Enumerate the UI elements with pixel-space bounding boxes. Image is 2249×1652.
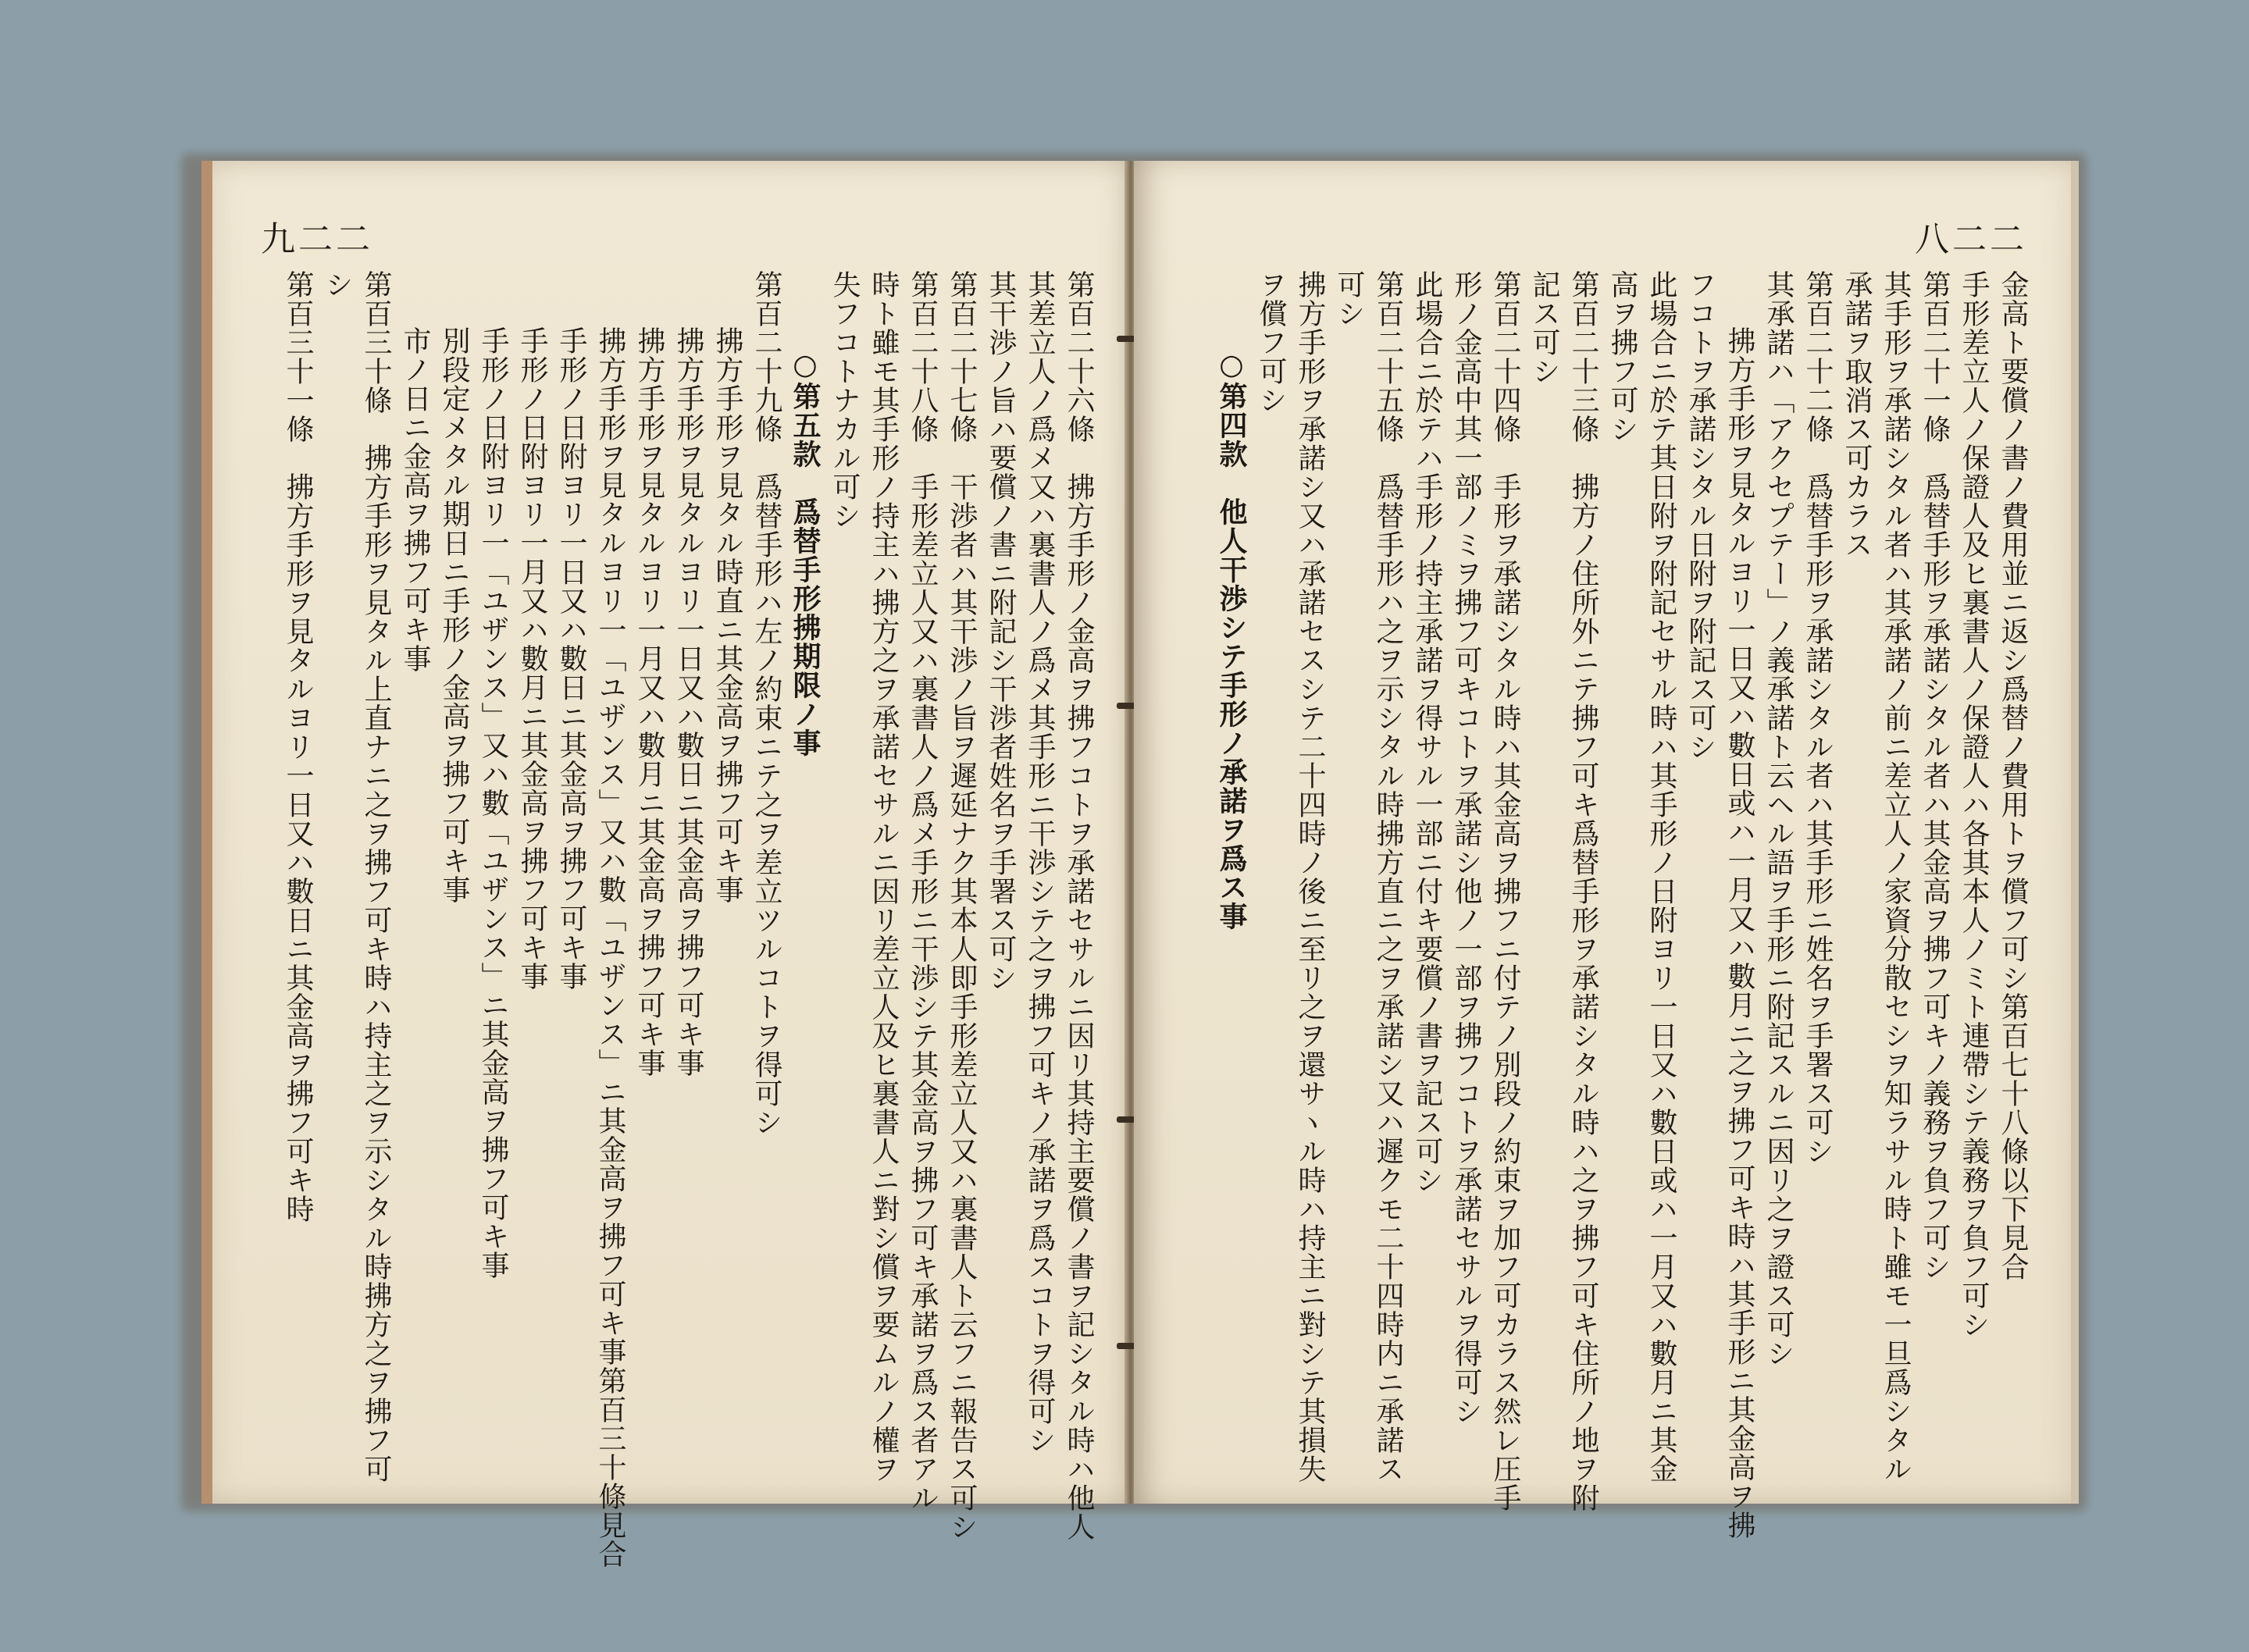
- text-line: 第百二十四條 手形ヲ承諾シタル時ハ其金高ヲ拂フニ付テノ別段ノ約束ヲ加フ可カラス然レ圧手: [1489, 270, 1521, 1512]
- text-line: 失フコトナカル可シ: [829, 270, 861, 530]
- text-line: 第百二十七條 干渉者ハ其干渉ノ旨ヲ遲延ナク其本人即手形差立人又ハ裏書人ト云フニ報告ス可シ: [946, 270, 978, 1541]
- text-line: 第百二十五條 爲替手形ハ之ヲ示シタル時拂方直ニ之ヲ承諾シ又ハ遲クモ二十四時内ニ承諾ス: [1372, 270, 1404, 1483]
- text-line: 金高ト要償ノ書ノ費用並ニ返シ爲替ノ費用トヲ償フ可シ第百七十八條以下見合: [1997, 270, 2029, 1281]
- text-line: 其干渉ノ旨ハ要償ノ書ニ附記シ干渉者姓名ヲ手署ス可シ: [985, 270, 1017, 992]
- text-line: 第百二十二條 爲替手形ヲ承諾シタル者ハ其手形ニ姓名ヲ手署ス可シ: [1802, 270, 1834, 1166]
- text-line: 第百三十一條 拂方手形ヲ見タルヨリ一日又ハ數日ニ其金高ヲ拂フ可キ時: [282, 270, 314, 1223]
- text-line: 第百三十條 拂方手形ヲ見タル上直ナニ之ヲ拂フ可キ時ハ持主之ヲ示シタル時拂方之ヲ拂フ可: [360, 270, 392, 1483]
- right-page-number: 八二二: [1915, 219, 2027, 259]
- text-line: 第百二十九條 爲替手形ハ左ノ約束ニテ之ヲ差立ツルコトヲ得可シ: [750, 270, 782, 1137]
- text-line: ○第五款 爲替手形拂期限ノ事: [789, 348, 822, 757]
- text-line: 可シ: [1333, 270, 1365, 328]
- left-page-number: 九二二: [261, 219, 373, 259]
- text-line: 第百二十六條 拂方手形ノ金高ヲ拂フコトヲ承諾セサルニ因リ其持主要償ノ書ヲ記シタル時ハ他人: [1063, 270, 1095, 1541]
- text-line: 形ノ金高中其一部ノミヲ拂フ可キコトヲ承諾シ他ノ一部ヲ拂フコトヲ承諾セサルヲ得可シ: [1450, 270, 1482, 1426]
- right-page-text: [1165, 270, 2032, 1540]
- text-line: 此場合ニ於テハ手形ノ持主承諾ヲ得サル一部ニ付キ要償ノ書ヲ記ス可シ: [1411, 270, 1443, 1194]
- text-line: 市ノ日ニ金高ヲ拂フ可キ事: [399, 326, 431, 673]
- text-line: 手形ノ日附ヨリ一月又ハ數月ニ其金高ヲ拂フ可キ事: [516, 326, 548, 991]
- text-line: 拂方手形ヲ承諾シ又ハ承諾セスシテ二十四時ノ後ニ至リ之ヲ還サヽル時ハ持主ニ對シテ其損失: [1294, 270, 1326, 1483]
- text-line: 拂方手形ヲ見タルヨリ一「ユザンス」又ハ數「ユザンス」ニ其金高ヲ拂フ可キ事第百三十條見合: [594, 326, 626, 1568]
- text-line: 其手形ヲ承諾シタル者ハ其承諾ノ前ニ差立人ノ家資分散セシヲ知ラサル時ト雖モ一旦爲シタル: [1880, 270, 1912, 1483]
- right-page: [1134, 161, 2079, 1540]
- text-line: 此場合ニ於テ其日附ヲ附記セサル時ハ其手形ノ日附ヨリ一日又ハ數日或ハ一月又ハ數月ニ其金: [1645, 270, 1677, 1483]
- text-line: 手形差立人ノ保證人及ヒ裏書人ノ保證人ハ各其本人ノミト連帶シテ義務ヲ負フ可シ: [1958, 270, 1990, 1339]
- left-page-text: [255, 270, 1098, 1568]
- left-page: [201, 161, 1140, 1568]
- text-line: 其承諾ハ「アクセプテー」ノ義承諾ト云ヘル語ヲ手形ニ附記スルニ因リ之ヲ證ス可シ: [1762, 270, 1795, 1368]
- text-line: フコトヲ承諾シタル日附ヲ附記ス可シ: [1684, 270, 1716, 761]
- text-line: 拂方手形ヲ見タルヨリ一月又ハ數月ニ其金高ヲ拂フ可キ事: [633, 326, 665, 1077]
- text-line: ヲ償フ可シ: [1255, 270, 1287, 415]
- text-line: 拂方手形ヲ見タルヨリ一日又ハ數日ニ其金高ヲ拂フ可キ事: [672, 326, 704, 1077]
- text-line: 拂方手形ヲ見タル時直ニ其金高ヲ拂フ可キ事: [711, 326, 743, 904]
- text-line: 手形ノ日附ヨリ一「ユザンス」又ハ數「ユザンス」ニ其金高ヲ拂フ可キ事: [477, 326, 509, 1280]
- text-line: ○第四款 他人干渉シテ手形ノ承諾ヲ爲ス事: [1215, 348, 1248, 931]
- text-line: 第百二十三條 拂方ノ住所外ニテ拂フ可キ爲替手形ヲ承諾シタル時ハ之ヲ拂フ可キ住所ノ地ヲ附: [1567, 270, 1599, 1512]
- text-line: 手形ノ日附ヨリ一日又ハ數日ニ其金高ヲ拂フ可キ事: [555, 326, 587, 991]
- text-line: 記ス可シ: [1528, 270, 1560, 386]
- text-line: 第百二十一條 爲替手形ヲ承諾シタル者ハ其金高ヲ拂フ可キノ義務ヲ負フ可シ: [1919, 270, 1951, 1281]
- text-line: 第百二十八條 手形差立人又ハ裏書人ノ爲メ手形ニ干渉シテ其金高ヲ拂フ可キ承諾ヲ爲ス者アル: [907, 270, 939, 1512]
- text-line: 時ト雖モ其手形ノ持主ハ拂方之ヲ承諾セサルニ因リ差立人及ヒ裏書人ニ對シ償ヲ要ムルノ權ヲ: [868, 270, 900, 1483]
- text-line: シ: [321, 270, 353, 299]
- text-line: 其差立人ノ爲メ又ハ裏書人ノ爲メ其手形ニ干渉シテ之ヲ拂フ可キノ承諾ヲ爲スコトヲ得可シ: [1024, 270, 1056, 1454]
- text-line: 拂方手形ヲ見タルヨリ一日又ハ數日或ハ一月又ハ數月ニ之ヲ拂フ可キ時ハ其手形ニ其金高ヲ拂: [1723, 326, 1755, 1540]
- text-line: 高ヲ拂フ可シ: [1606, 270, 1638, 443]
- text-line: 承諾ヲ取消ス可カラス: [1841, 270, 1873, 559]
- text-line: 別段定メタル期日ニ手形ノ金高ヲ拂フ可キ事: [438, 326, 470, 904]
